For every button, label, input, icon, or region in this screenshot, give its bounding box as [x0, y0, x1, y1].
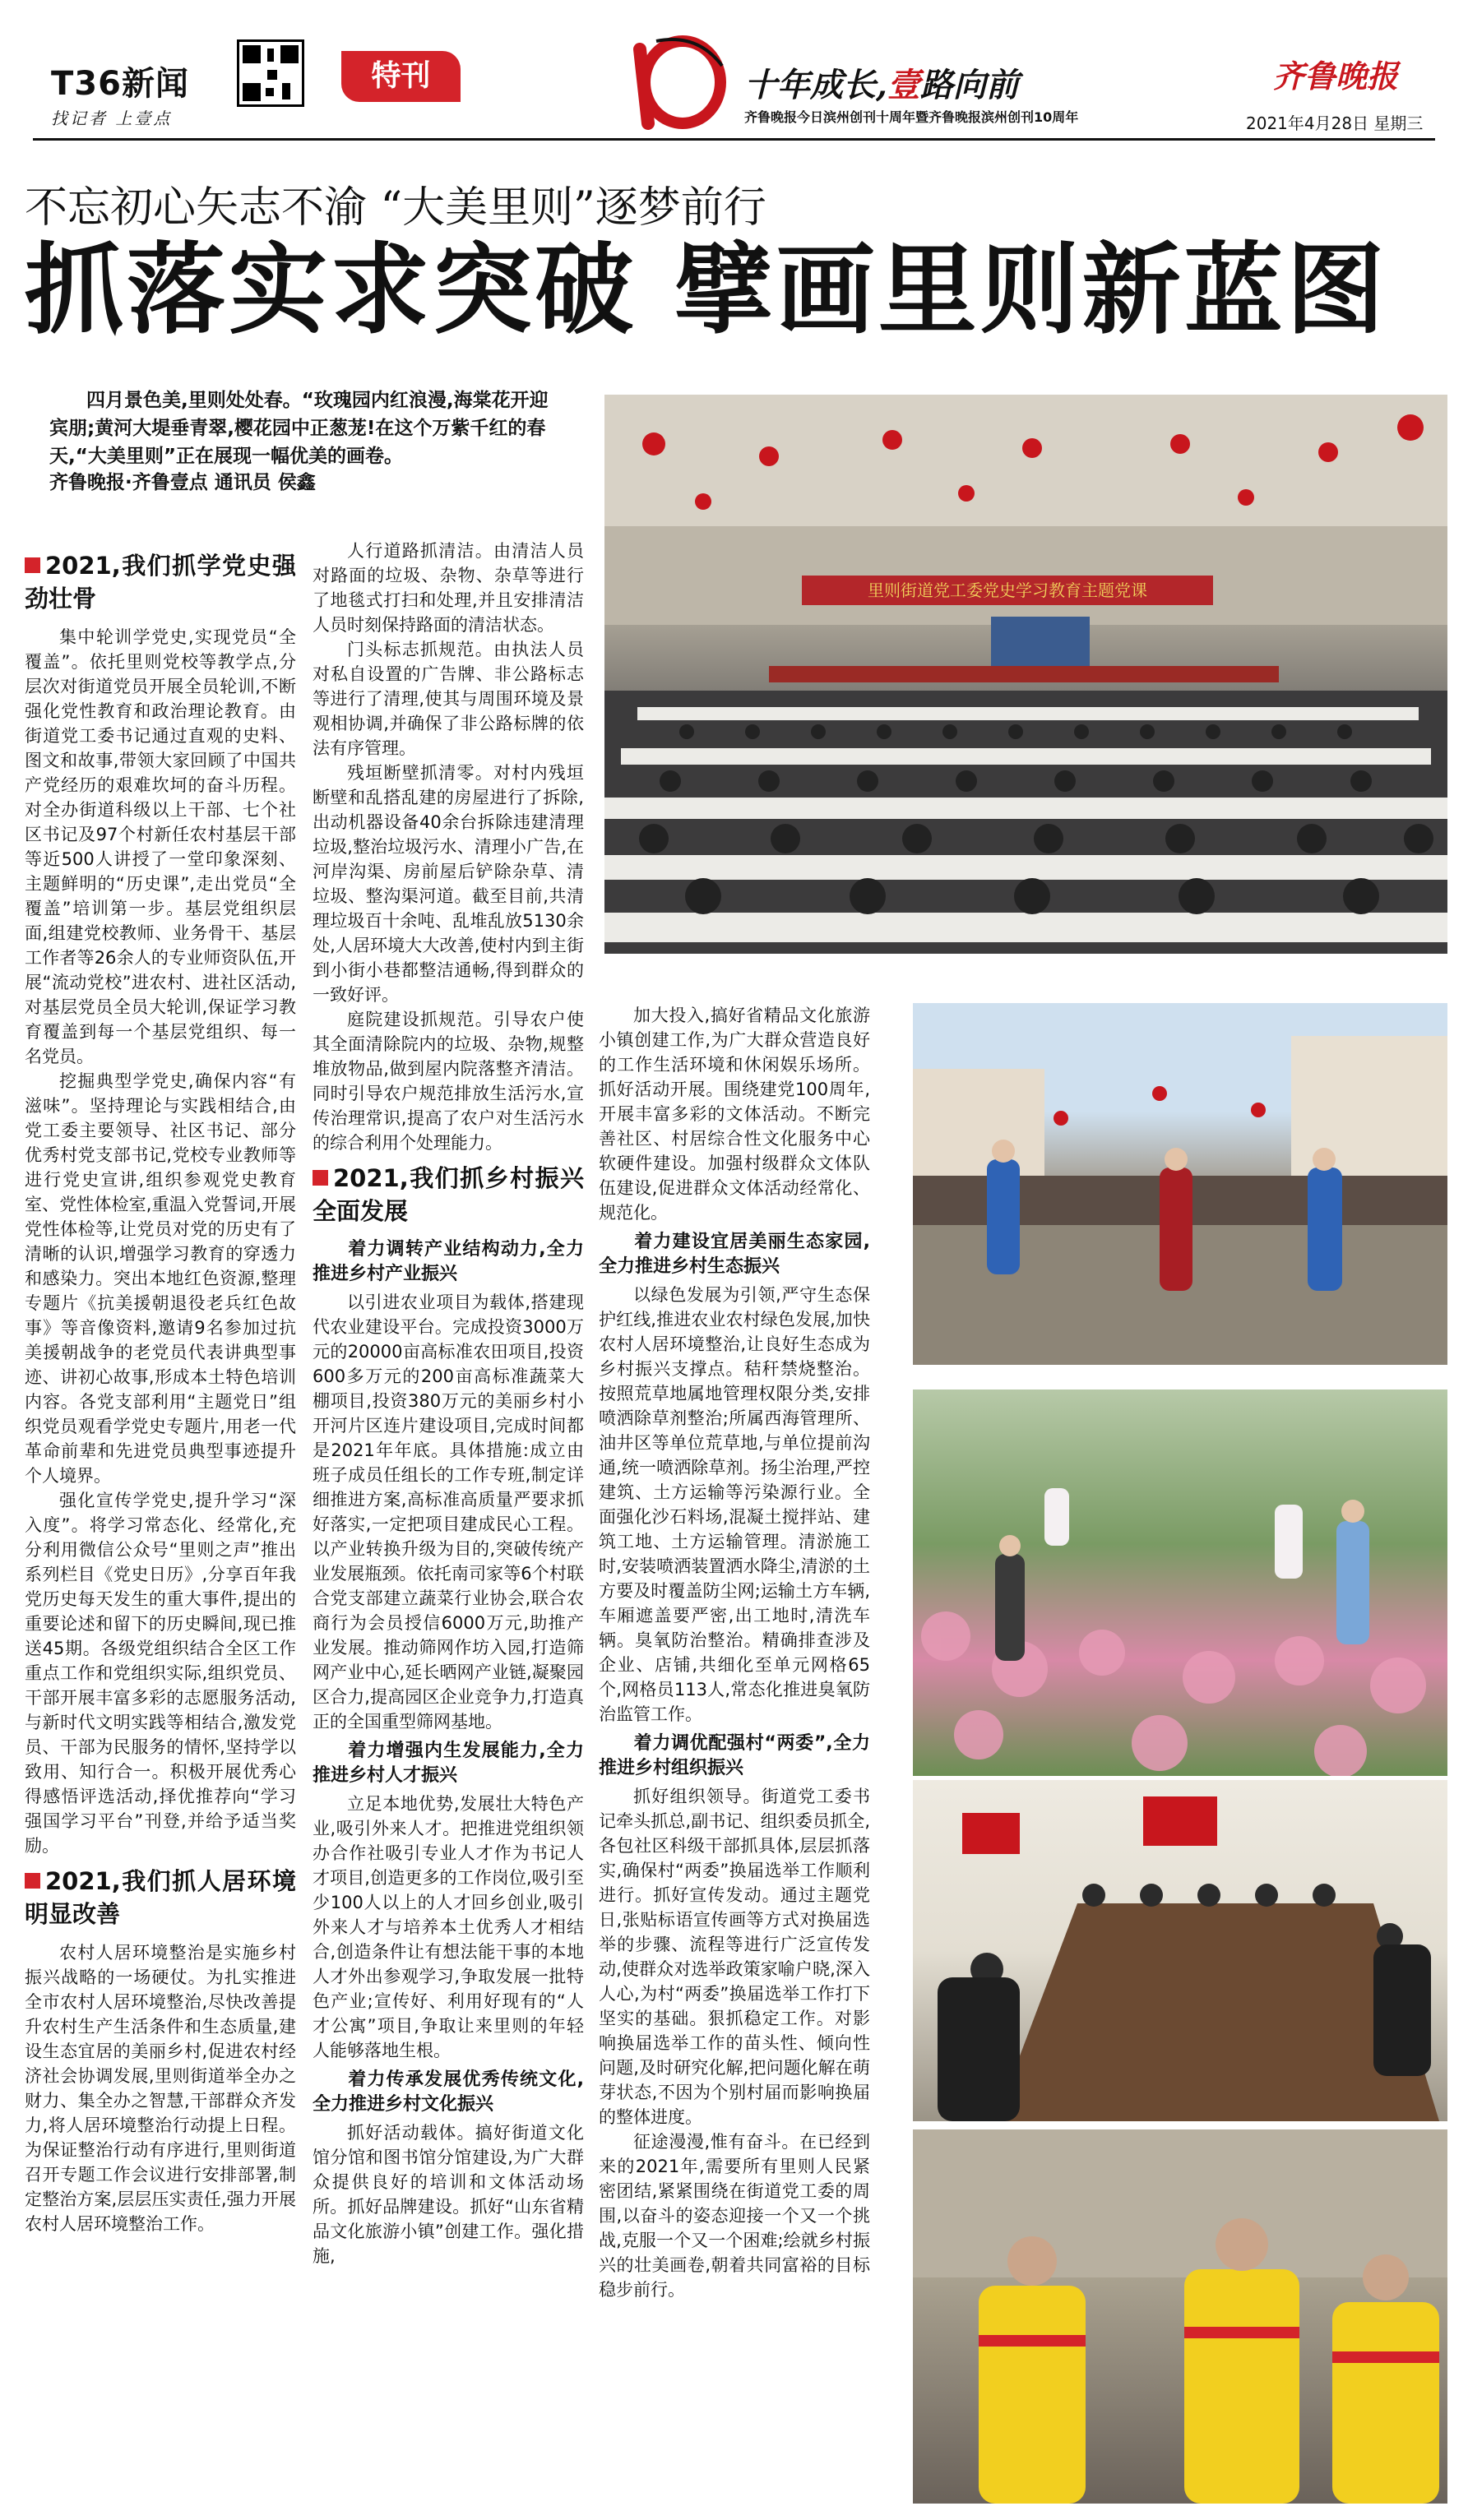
- paragraph: 抓好组织领导。街道党工委书记牵头抓总,副书记、组织委员抓全,各包社区科级干部抓具体,层层抓落实,确保村“两委”换届选举工作顺利进行。抓好宣传发动。通过主题党日,张贴标语宣传画等方式对换届选举的步骤、流程等进行广泛宣传发动,使群众对选举政策家喻户晓,深入人心,为村“两委”换届选举工作打下坚实的基础。狠抓稳定工作。对影响换届选举工作的苗头性、倾向性问题,及时研究化解,把问题化解在萌芽状态,不因为个别村届而影响换届的整体进度。: [599, 1787, 870, 2127]
- article-byline: 齐鲁晚报·齐鲁壹点 通讯员 侯鑫: [49, 472, 316, 493]
- anniversary-slogan: 十年成长,壹路向前: [744, 66, 1019, 104]
- newspaper-name: 齐鲁晚报: [1273, 58, 1399, 95]
- paragraph: 加大投入,搞好省精品文化旅游小镇创建工作,为广大群众营造良好的工作生活环境和休闲娱乐场所。抓好活动开展。围绕建党100周年,开展丰富多彩的文体活动。不断完善社区、村居综合性文化服务中心软硬件建设。加强村级群众文体队伍建设,促进群众文体活动经常化、规范化。: [599, 1006, 870, 1223]
- paragraph: 庭院建设抓规范。引导农户使其全面清除院内的垃圾、杂物,规整堆放物品,做到屋内院落整齐清洁。同时引导农户规范排放生活污水,宣传治理常识,提高了农户对生活污水的综合利用个处理能力。: [313, 1010, 584, 1153]
- article-headline: 抓落实求突破 擘画里则新蓝图: [25, 232, 1388, 348]
- page-slogan: 找记者 上壹点: [51, 109, 173, 128]
- column-1: [25, 543, 296, 2508]
- paragraph: 门头标志抓规范。由执法人员对私自设置的广告牌、非公路标志等进行了清理,使其与周围环境及景观相协调,并确保了非公路标牌的依法有序管理。: [313, 640, 584, 758]
- paragraph: 人行道路抓清洁。由清洁人员对路面的垃圾、杂物、杂草等进行了地毯式打扫和处理,并且安排清洁人员时刻保持路面的清洁状态。: [313, 541, 584, 635]
- paragraph: 征途漫漫,惟有奋斗。在已经到来的2021年,需要所有里则人民紧密团结,紧紧围绕在街道党工委的周围,以奋斗的姿态迎接一个又一个挑战,克服一个又一个困难;绘就乡村振兴的壮美画卷,朝着共同富裕的目标稳步前行。: [599, 2132, 870, 2300]
- section-tag: 特刊: [341, 51, 461, 102]
- subheading: 着力增强内生发展能力,全力推进乡村人才振兴: [313, 1741, 584, 1786]
- paragraph: 农村人居环境整治是实施乡村振兴战略的一场硬仗。为扎实推进全市农村人居环境整治,尽快改善提升农村生产生活条件和生态质量,建设生态宜居的美丽乡村,促进农村经济社会协调发展,里则街道举全办之财力、集全办之智慧,干部群众齐发力,将人居环境整治行动提上日程。为保证整治行动有序进行,里则街道召开专题工作会议进行安排部署,制定整治方案,层层压实责任,强力开展农村人居环境整治工作。: [25, 1943, 296, 2234]
- column-3: [599, 1003, 870, 2508]
- paragraph: 集中轮训学党史,实现党员“全覆盖”。依托里则党校等教学点,分层次对街道党员开展全员轮训,不断强化党性教育和政治理论教育。由街道党工委书记通过直观的史料、图文和故事,带领大家回顾了中国共产党经历的艰难坎坷的奋斗历程。对全办街道科级以上干部、七个社区书记及97个村新任农村基层干部等近500人讲授了一堂印象深刻、主题鲜明的“历史课”,走出党员“全覆盖”培训第一步。基层党组织层面,组建党校教师、业务骨干、基层工作者等26余人的专业师资队伍,开展“流动党校”进农村、进社区活动,对基层党员全员大轮训,保证学习教育覆盖到每一个基层党组织、每一名党员。: [25, 627, 296, 1066]
- photo-meeting-hall: [604, 395, 1447, 954]
- section-heading-rural-revitalization: 2021,我们抓乡村振兴全面发展: [313, 1164, 584, 1225]
- article-lead: 四月景色美,里则处处春。“玫瑰园内红浪漫,海棠花开迎宾朋;黄河大堤垂青翠,樱花园中正葱茏!在这个万紫千红的春天,“大美里则”正在展现一幅优美的画卷。: [49, 390, 549, 467]
- paragraph: 挖掘典型学党史,确保内容“有滋味”。坚持理论与实践相结合,由党工委主要领导、社区书记、部分优秀村党支部书记,党校专业教师等进行党史宣讲,组织参观党史教育室、党性体检室,重温入党誓词,开展党性体检等,让党员对党的历史有了清晰的认识,增强学习教育的穿透力和感染力。突出本地红色资源,整理专题片《抗美援朝退役老兵红色故事》等音像资料,邀请9名参加过抗美援朝战争的老党员代表讲典型事迹、讲初心故事,形成本土特色培训内容。各党支部利用“主题党日”组织党员观看学党史专题片,用老一代革命前辈和先进党员典型事迹提升个人境界。: [25, 1071, 296, 1486]
- paragraph: 以引进农业项目为载体,搭建现代农业建设平台。完成投资3000万元的20000亩高标准农田项目,投资600多万元的200亩高标准蔬菜大棚项目,投资380万元的美丽乡村小开河片区连片建设项目,完成时间都是2021年年底。具体措施:成立由班子成员任组长的工作专班,制定详细推进方案,高标准高质量严要求抓好落实,一定把项目建成民心工程。以产业转换升级为目的,突破传统产业发展瓶颈。依托南司家等6个村联合党支部建立蔬菜行业协会,联合农商行为会员授信6000万元,助推产业发展。推动筛网作坊入园,打造筛网产业中心,延长晒网产业链,凝聚园区合力,提高园区企业竞争力,打造真正的全国重型筛网基地。: [313, 1292, 584, 1732]
- photo-taichi-performance: [913, 1003, 1447, 1365]
- section-heading-party-history: 2021,我们抓学党史强劲壮骨: [25, 552, 296, 613]
- column-2: [313, 539, 584, 2508]
- subheading: 着力调优配强村“两委”,全力推进乡村组织振兴: [599, 1733, 870, 1778]
- section-heading-environment: 2021,我们抓人居环境明显改善: [25, 1867, 296, 1928]
- masthead-divider: [33, 138, 1435, 141]
- page-number: T36新闻: [51, 65, 189, 103]
- paragraph: 抓好活动载体。搞好街道文化馆分馆和图书馆分馆建设,为广大群众提供良好的培训和文体活动场所。抓好品牌建设。抓好“山东省精品文化旅游小镇”创建工作。强化措施,: [313, 2123, 584, 2266]
- issue-date: 2021年4月28日 星期三: [1246, 113, 1424, 133]
- paragraph: 立足本地优势,发展壮大特色产业,吸引外来人才。把推进党组织领办合作社吸引专业人才作为书记人才项目,创造更多的工作岗位,吸引至少100人以上的人才回乡创业,吸引外来人才与培养本土优秀人才相结合,创造条件让有想法能干事的本地人才外出参观学习,争取发展一批特色产业;宣传好、利用好现有的“人才公寓”项目,争取让来里则的年轻人能够落地生根。: [313, 1794, 584, 2060]
- photo-conference-room: [913, 1780, 1447, 2121]
- photo-drum-performers: [913, 2129, 1447, 2504]
- paragraph: 以绿色发展为引领,严守生态保护红线,推进农业农村绿色发展,加快农村人居环境整治,让良好生态成为乡村振兴支撑点。秸秆禁烧整治。按照荒草地属地管理权限分类,安排喷洒除草剂整治;所属西海管理所、油井区等单位荒草地,与单位提前沟通,统一喷洒除草剂。扬尘治理,严控建筑、土方运输等污染源行业。全面强化沙石料场,混凝土搅拌站、建筑工地、土方运输管理。清淤施工时,安装喷洒装置洒水降尘,清淤的土方要及时覆盖防尘网;运输土方车辆,车厢遮盖要严密,出工地时,清洗车辆。臭氧防治整治。精确排查涉及企业、店铺,共细化至单元网格65个,网格员113人,常态化推进臭氧防治监管工作。: [599, 1285, 870, 1724]
- article-kicker: 不忘初心矢志不渝 “大美里则”逐梦前行: [25, 183, 766, 233]
- meeting-banner: 里则街道党工委党史学习教育主题党课: [868, 580, 1147, 600]
- anniversary-subtitle: 齐鲁晚报今日滨州创刊十周年暨齐鲁晚报滨州创刊10周年: [744, 109, 1079, 125]
- subheading: 着力建设宜居美丽生态家园,全力推进乡村生态振兴: [599, 1232, 870, 1277]
- paragraph: 强化宣传学党史,提升学习“深入度”。将学习常态化、经常化,充分利用微信公众号“里则之声”推出系列栏目《党史日历》,分享百年我党历史每天发生的重大事件,提出的重要论述和留下的历史瞬间,现已推送45期。各级党组织结合全区工作重点工作和党组织实际,组织党员、干部开展丰富多彩的志愿服务活动,与新时代文明实践等相结合,激发党员、干部为民服务的情怀,坚持学以致用、知行合一。积极开展优秀心得感悟评选活动,择优推荐向“学习强国学习平台”刊登,并给予适当奖励。: [25, 1491, 296, 1856]
- photo-flower-garden: [913, 1389, 1447, 1776]
- paragraph: 残垣断壁抓清零。对村内残垣断壁和乱搭乱建的房屋进行了拆除,出动机器设备40余台拆除违建清理垃圾,整治垃圾污水、清理小广告,在河岸沟渠、房前屋后铲除杂草、清垃圾、整沟渠河道。截至目前,共清理垃圾百十余吨、乱堆乱放5130余处,人居环境大大改善,使村内到主街到小街小巷都整洁通畅,得到群众的一致好评。: [313, 763, 584, 1005]
- subheading: 着力调转产业结构动力,全力推进乡村产业振兴: [313, 1239, 584, 1284]
- tenth-anniversary-logo-icon: [623, 33, 730, 130]
- subheading: 着力传承发展优秀传统文化,全力推进乡村文化振兴: [313, 2069, 584, 2115]
- qr-code-icon: [237, 39, 304, 107]
